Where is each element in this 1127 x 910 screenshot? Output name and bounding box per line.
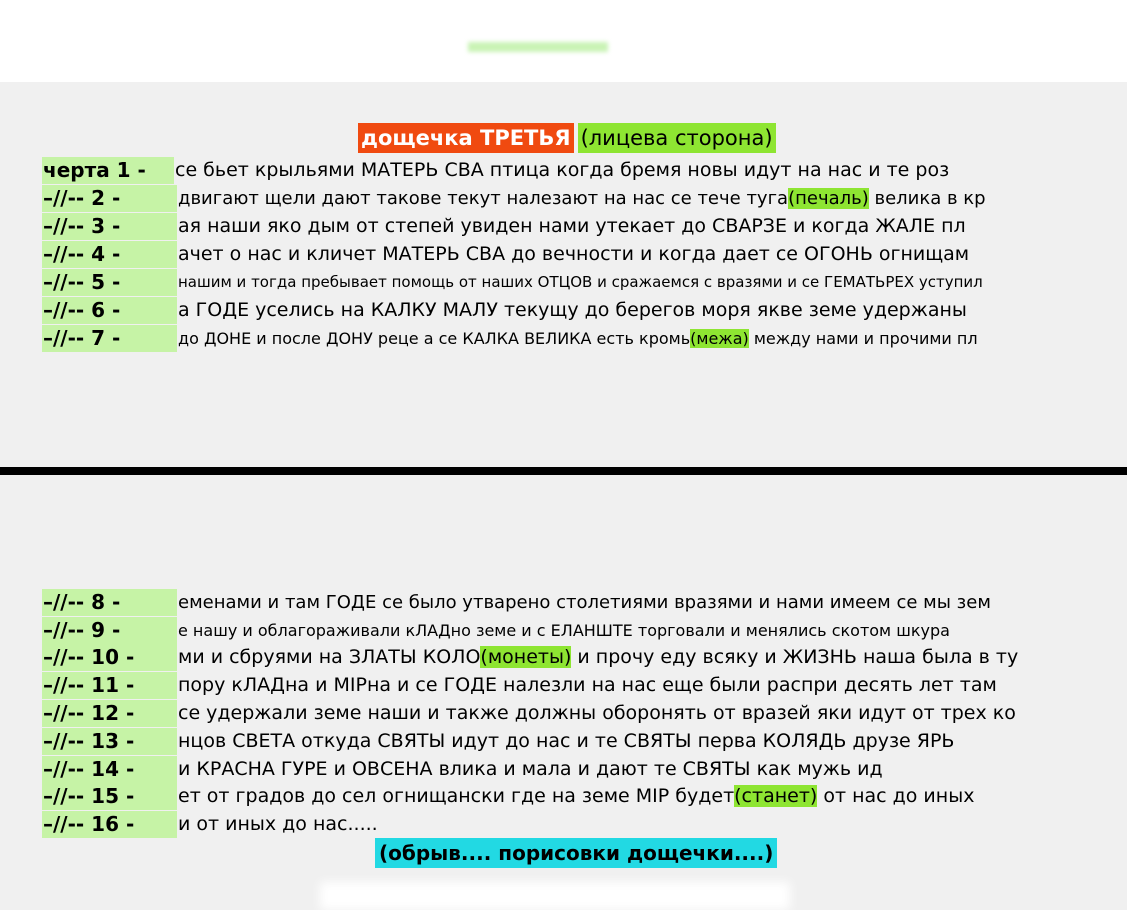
line-label: –//-- 7 -: [42, 325, 177, 352]
line-text: еменами и там ГОДЕ се было утварено столетиями вразями и нами имеем се мы зем: [178, 592, 991, 613]
line-label: –//-- 6 -: [42, 297, 177, 324]
line-label: –//-- 4 -: [42, 241, 177, 268]
line-label: –//-- 9 -: [42, 617, 177, 644]
break-note: (обрыв.... порисовки дощечки....): [375, 838, 777, 868]
page-title: дощечка ТРЕТЬЯ: [358, 123, 574, 153]
line-label: –//-- 2 -: [42, 185, 177, 212]
line-text: ет от градов до сел огнищански где на земе МІР будет(станет) от нас до иных: [178, 785, 975, 807]
bottom-faded-area: [320, 882, 790, 910]
line-label: –//-- 8 -: [42, 589, 177, 616]
faded-highlight: [468, 42, 608, 52]
section-divider: [0, 467, 1127, 475]
line-text: а ГОДЕ уселись на КАЛКУ МАЛУ текущу до берегов моря якве земе удержаны: [178, 299, 967, 321]
line-text: двигают щели дают такове текут налезают на нас се тече туга(печаль) велика в кр: [178, 188, 986, 209]
page-title-row: [358, 123, 776, 153]
line-label: –//-- 14 -: [42, 756, 177, 783]
line-text: и КРАСНА ГУРЕ и ОВСЕНА влика и мала и дают те СВЯТЫ как мужь ид: [178, 758, 883, 780]
line-label: –//-- 3 -: [42, 213, 177, 240]
line-text: се удержали земе наши и также должны оборонять от вразей яки идут от трех ко: [178, 702, 1016, 724]
line-text: до ДОНЕ и после ДОНУ реце а се КАЛКА ВЕЛИКА есть кромь(межа) между нами и прочими пл: [178, 329, 978, 348]
page-subtitle: (лицева сторона): [578, 123, 776, 153]
line-text: се бьет крыльями МАТЕРЬ СВА птица когда бремя новы идут на нас и те роз: [175, 159, 950, 181]
line-label: –//-- 5 -: [42, 269, 177, 296]
line-label: –//-- 10 -: [42, 644, 177, 671]
line-label: –//-- 15 -: [42, 783, 177, 810]
line-text: ачет о нас и кличет МАТЕРЬ СВА до вечности и когда дает се ОГОНЬ огнищам: [178, 243, 970, 265]
line-text: и от иных до нас.....: [178, 813, 378, 835]
line-label: –//-- 13 -: [42, 728, 177, 755]
line-label: черта 1 -: [42, 157, 174, 184]
top-faded-strip: [0, 0, 1127, 82]
line-label: –//-- 16 -: [42, 811, 177, 838]
line-label: –//-- 12 -: [42, 700, 177, 727]
line-label: –//-- 11 -: [42, 672, 177, 699]
gloss-highlight: (межа): [690, 329, 749, 348]
line-text: нашим и тогда пребывает помощь от наших ОТЦОВ и сражаемся с вразями и се ГЕМАТЬРЕХ уступил: [178, 273, 983, 291]
line-text: ми и сбруями на ЗЛАТЫ КОЛО(монеты) и прочу еду всяку и ЖИЗНЬ наша была в ту: [178, 646, 1019, 668]
gloss-highlight: (монеты): [480, 646, 572, 668]
line-text: нцов СВЕТА откуда СВЯТЫ идут до нас и те СВЯТЫ перва КОЛЯДЬ друзе ЯРЬ: [178, 730, 955, 752]
line-text: пору кЛАДна и МІРна и се ГОДЕ налезли на нас еще были распри десять лет там: [178, 674, 997, 696]
gloss-highlight: (печаль): [788, 188, 869, 209]
line-text: ая наши яко дым от степей увиден нами утекает до СВАРЗЕ и когда ЖАЛЕ пл: [178, 215, 966, 237]
line-text: е нашу и облагораживали кЛАДно земе и с ЕЛАНШТЕ торговали и менялись скотом шкура: [178, 621, 950, 640]
gloss-highlight: (станет): [734, 785, 818, 807]
